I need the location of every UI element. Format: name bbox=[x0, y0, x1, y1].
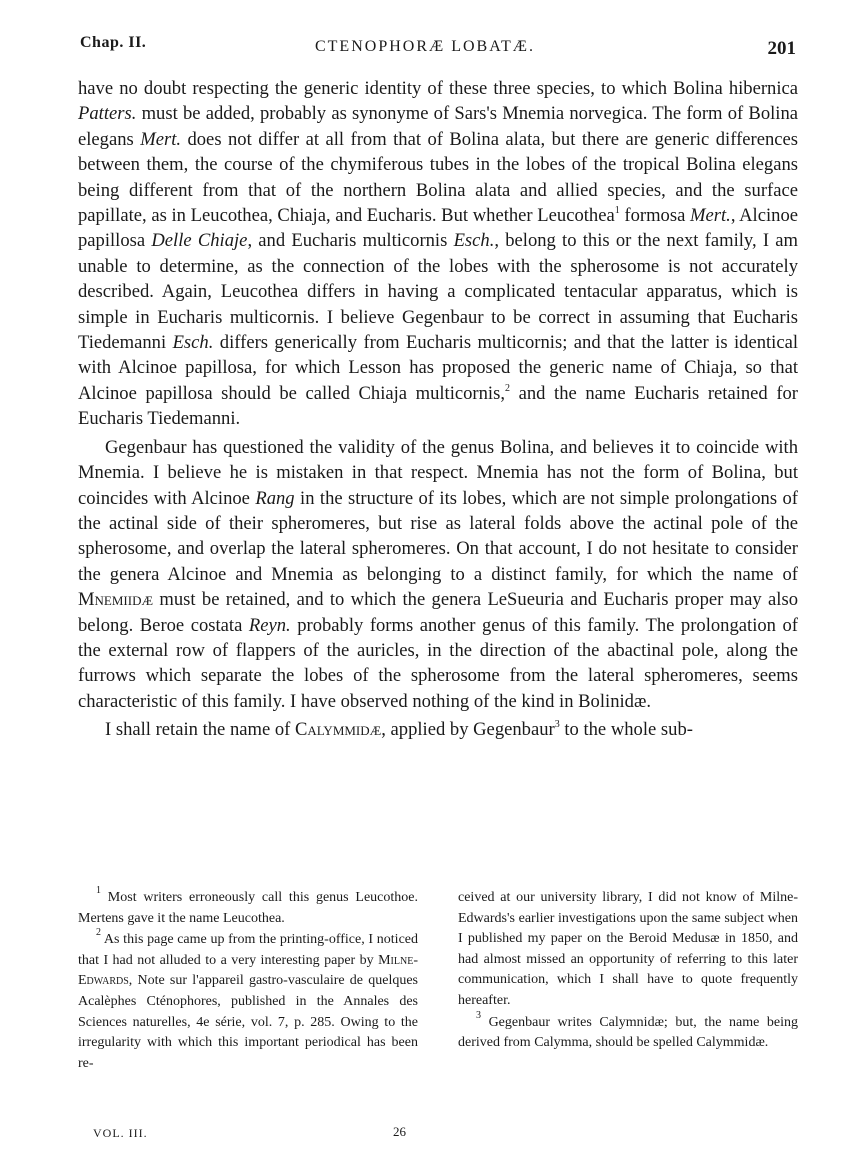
text-run: formosa bbox=[619, 205, 691, 227]
footnote-column-left bbox=[78, 885, 418, 1074]
author-abbrev: Delle Chiaje bbox=[151, 230, 248, 252]
text-run: I shall retain the name of bbox=[105, 719, 295, 741]
author-abbrev: Reyn. bbox=[248, 614, 291, 636]
author-abbrev: Esch. bbox=[172, 332, 214, 354]
footnote-2-continued: ceived at our university library, I did not know of Milne-Edwards's earlier investigations upon the same subject when I published my paper on the Beroid Medusæ in 1850, and had almost missed an opportunity of referring to this later communication, which I shall have to quote frequently hereafter. bbox=[458, 890, 798, 1008]
author-abbrev: Patters. bbox=[78, 103, 137, 125]
family-name: Mnemiidæ bbox=[78, 589, 154, 611]
paragraph-3 bbox=[78, 717, 798, 742]
signature-mark: VOL. III. bbox=[93, 1126, 148, 1140]
footnote-1 bbox=[78, 885, 418, 929]
text-run: and the name Eucharis retained for Eucharis Tiedemanni. bbox=[78, 382, 798, 430]
running-title: CTENOPHORÆ LOBATÆ. bbox=[314, 38, 535, 55]
footnote-mark: 3 bbox=[476, 1009, 481, 1021]
main-text bbox=[78, 76, 798, 743]
paragraph-1 bbox=[78, 76, 798, 432]
text-run: , Alcinoe papillosa bbox=[78, 205, 798, 252]
author-abbrev: Rang bbox=[255, 487, 295, 509]
page-number: 201 bbox=[767, 38, 796, 59]
footnote-mark: 2 bbox=[96, 927, 101, 939]
text-run: must be retained, and to which the genera LeSueuria and Eucharis proper may also belong. Beroe costata bbox=[78, 589, 798, 636]
footnote-3 bbox=[458, 1009, 798, 1054]
chapter-label: Chap. II. bbox=[80, 34, 147, 51]
footnotes bbox=[78, 885, 798, 1074]
text-run: does not differ at all from that of Bolina alata, but there are generic differences between them, the course of the chymiferous tubes in the lobes of the tropical Bolina elegans being different from that of the northern Bolina alata and allied species, and the surface papillate, as in Leucothea, Chiaja, and Eucharis. But whether Leucothea bbox=[78, 128, 799, 227]
signature-number: 26 bbox=[393, 1124, 406, 1139]
footnote-column-right bbox=[458, 888, 798, 1074]
text-run: differs generically from Eucharis multicornis; and that the latter is identical with Alcinoe papillosa, for which Lesson has proposed the generic name of Chiaja, so that Alcinoe papillosa should be called Chiaja multicornis, bbox=[78, 332, 798, 404]
paragraph-2 bbox=[78, 435, 798, 714]
footnote-2 bbox=[78, 927, 418, 1074]
author-abbrev: Esch. bbox=[453, 230, 495, 252]
footnote-ref-1: 1 bbox=[614, 205, 620, 217]
footnote-text: , Note sur l'appareil gastro-vasculaire de quelques Acalèphes Cténophores, published in the Annales des Sciences naturelles, 4e série, vol. 7, p. 285. Owing to the irregularity with which this important periodical has been re- bbox=[78, 973, 418, 1071]
text-run: , belong to this or the next family, I am unable to determine, as the connection of the lobes with the spherosome is not accurately described. Again, Leucothea differs in having a complicated tentacular apparatus, which is simple in Eucharis multicornis. I believe Gegenbaur to be correct in assuming that Eucharis Tiedemanni bbox=[78, 230, 799, 354]
text-run: have no doubt respecting the generic identity of these three species, to which Bolina hibernica bbox=[78, 78, 798, 99]
page-header bbox=[0, 0, 850, 80]
text-run: must be added, probably as synonyme of Sars's Mnemia norvegica. The form of Bolina elegans bbox=[78, 103, 798, 150]
text-run: , applied by Gegenbaur bbox=[381, 719, 555, 741]
footnote-text: Most writers erroneously call this genus Leucothoe. Mertens gave it the name Leucothea. bbox=[78, 890, 418, 926]
footnote-text: As this page came up from the printing-office, I noticed that I had not alluded to a very interesting paper by bbox=[78, 932, 418, 968]
footnote-ref-3: 3 bbox=[554, 719, 560, 731]
text-run: probably forms another genus of this family. The prolongation of the external row of flappers of the auricles, in the direction of the abactinal pole, along the furrows which separate the lobes of the spherosome from the lateral spheromeres, seems characteristic of this family. I have observed nothing of the kind in Bolinidæ. bbox=[78, 614, 798, 712]
text-run: , and Eucharis multicornis bbox=[247, 230, 454, 252]
text-run: in the structure of its lobes, which are not simple prolongations of the actinal side of their spheromeres, but rise as lateral folds above the actinal pole of the spherosome, and overlap the lateral spheromeres. On that account, I do not hesitate to consider the genera Alcinoe and Mnemia as belonging to a distinct family, for which the name of bbox=[78, 487, 798, 585]
author-name: Milne-Edwards bbox=[78, 952, 418, 989]
text-run: Gegenbaur has questioned the validity of the genus Bolina, and believes it to coincide with Mnemia. I believe he is mistaken in that respect. Mnemia has not the form of Bolina, but coincides with Alcinoe bbox=[78, 436, 798, 509]
footnote-ref-2: 2 bbox=[504, 382, 510, 394]
author-abbrev: Mert. bbox=[690, 205, 731, 227]
footnote-text: Gegenbaur writes Calymnidæ; but, the name being derived from Calymma, should be spelled Calymmidæ. bbox=[458, 1014, 798, 1051]
text-run: to the whole sub- bbox=[559, 719, 693, 741]
family-name: Calymmidæ bbox=[295, 719, 382, 741]
footnote-mark: 1 bbox=[96, 885, 101, 896]
author-abbrev: Mert. bbox=[140, 128, 182, 150]
